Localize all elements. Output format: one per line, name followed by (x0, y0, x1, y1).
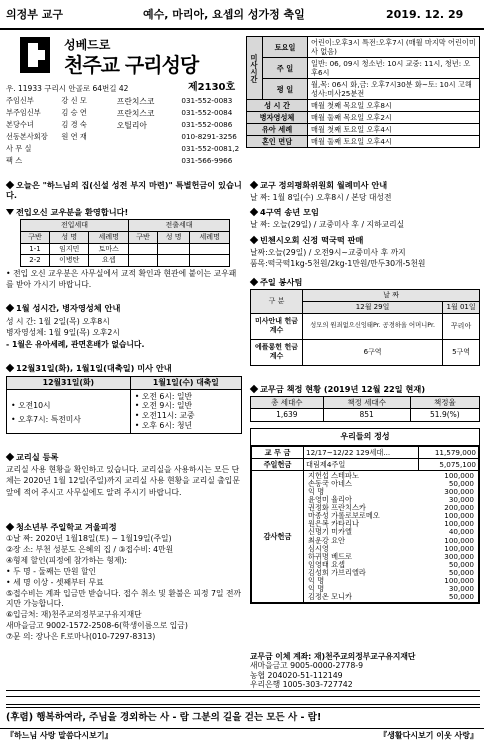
first-friday-body (6, 316, 242, 350)
mass-line: • 오전 9시: 일반 (134, 401, 193, 411)
pledge-table (250, 396, 480, 422)
donor-name: 익 명 (308, 575, 325, 585)
donor-name: 지헌섭 스테파노 (308, 471, 359, 480)
cell: 교 무 금 (252, 447, 304, 459)
diamond-bullet-icon (6, 364, 14, 372)
donor-amount: 30,000 (448, 583, 474, 593)
mass-line: • 오전10시 (11, 401, 51, 411)
welcome-note: • 전입 오신 교우분은 사무실에서 교적 확인과 현관에 붙이는 교우패를 받아 가시기 바랍니다. (6, 269, 237, 290)
line: 날짜:오늘(29일) / 오전9시~교중미사 후 까지 (250, 248, 406, 257)
footer-left: 『하느님 사랑 말씀다시보기』 (6, 731, 113, 740)
donor-amount: 50,000 (448, 479, 474, 489)
line: ④형제 할인(피정에 참가하는 형제): (6, 555, 128, 565)
triangle-bullet-icon (6, 209, 14, 215)
retreat-body (6, 534, 242, 643)
donor-name: 익 명 (308, 487, 325, 497)
service-team-table (250, 289, 480, 366)
staff-patron (117, 132, 182, 144)
sched-extra-key: 병자영성체 (247, 112, 308, 124)
donor-name: 윤영미 율리아 (308, 495, 352, 505)
col-sub: 세례명 (190, 231, 230, 243)
line: ①날 짜: 2020년 1월18일(토) ~ 1월19일(주일) (6, 534, 172, 543)
staff-tel: 031-552-0086 (181, 120, 233, 129)
staff-role: 팩 스 (6, 156, 23, 165)
welcome-heading (6, 207, 242, 217)
col-sub: 구반 (21, 231, 50, 243)
welcome-table (20, 219, 230, 267)
schedule-side-label: 미사시간 (247, 37, 263, 100)
sched-value: 월,목: 06시 화,금: 오후7시30분 화~토: 10시 고해성사:미사25분전 (308, 79, 480, 100)
mass-schedule-table (246, 36, 480, 148)
diamond-bullet-icon (250, 278, 258, 286)
first-heading-text: 1월 성시간, 병자영성체 안내 (16, 303, 121, 313)
cell: 요셉 (89, 255, 129, 267)
donor-amount: 300,000 (444, 551, 474, 561)
donor-amount: 100,000 (444, 575, 474, 585)
staff-patron (117, 156, 182, 168)
donations-box (250, 428, 480, 604)
special-collection-notice (6, 180, 242, 201)
cell: 성모의 원죄없으신잉태Pr. 공경하올 어머니Pr. (303, 313, 443, 339)
new-year-mass-table (6, 376, 242, 434)
thanks-list (304, 471, 479, 603)
cell: 6구역 (303, 339, 443, 365)
classroom-body: 교리실 사용 현황을 확인하고 있습니다. 교리실을 사용하시는 모든 단체는 2020년 1월 12일(주일)까지 교리실 사용 현황을 교리실 출입문 앞에 적어 주시고 사무실에도 알려 주시기 바랍니다. (6, 465, 240, 497)
table-row (251, 313, 480, 339)
table-row (251, 409, 480, 421)
top-banner (0, 0, 484, 30)
r1-heading-text: 교구 정의평화위원회 월례미사 안내 (260, 180, 388, 190)
sched-extra-value: 매월 첫째 목요일 오후8시 (308, 100, 480, 112)
line: 성 시 간: 1월 2일(목) 오후8시 (6, 317, 110, 326)
staff-row (6, 144, 246, 156)
staff-row (6, 156, 246, 168)
col-header: 총 세대수 (251, 397, 324, 409)
line: ⑤접수비는 계좌 입금만 받습니다. 접수 취소 및 환불은 피정 7일 전까지만 가능합니다. (6, 588, 242, 609)
issue-date: 2019. 12. 29 (386, 8, 464, 21)
donor-amount: 30,000 (448, 495, 474, 505)
staff-tel: 010-8291-3256 (181, 132, 237, 141)
diocese-label: 의정부 교구 (6, 8, 63, 21)
donor-amount: 100,000 (444, 511, 474, 521)
retreat-heading-text: 청소년부 주일학교 겨울피정 (16, 522, 117, 532)
staff-name: 강 신 모 (61, 96, 87, 105)
justice-mass-heading (250, 180, 480, 190)
staff-name: 김 승 연 (61, 108, 87, 117)
col-sub: 성 명 (157, 231, 189, 243)
first-friday-heading (6, 303, 242, 313)
diamond-bullet-icon (250, 208, 258, 216)
col-header: 날 짜 (303, 290, 480, 302)
diamond-bullet-icon (250, 236, 258, 244)
col-sub: 세례명 (89, 231, 129, 243)
staff-role: 사 무 실 (6, 144, 32, 153)
music-staff-icon (6, 690, 480, 708)
line: ⑥입금처: 재)천주교의정부교구유지재단 (6, 610, 142, 620)
sched-extra-key: 혼인 면담 (247, 136, 308, 148)
cell: 1,639 (251, 409, 324, 421)
staff-role: 주임신부 (6, 96, 34, 105)
sched-extra-key: 성 시 간 (247, 100, 308, 112)
donor-name: 익 명 (308, 583, 325, 593)
donor-name: 마종성 가롤로보로메오 (308, 511, 380, 521)
col-move-in: 전입세대 (21, 220, 129, 232)
col-date: 12월 29일 (303, 301, 443, 313)
table-row (252, 471, 479, 603)
sched-key: 평 일 (263, 79, 308, 100)
issue-number: 제2130호 (188, 82, 236, 93)
staff-row (6, 96, 246, 108)
staff-name (61, 156, 116, 168)
new-year-mass-heading (6, 363, 242, 373)
staff-tel: 031-552-0084 (181, 108, 233, 117)
cell: 51.9(%) (410, 409, 479, 421)
line: ②장 소: 부천 성분도 은혜의 집 / ③접수비: 4만원 (6, 544, 174, 554)
donor-name: 권정화 프란치스카 (308, 503, 366, 513)
parish-address: 우. 11933 구리시 안골로 64번길 42 (6, 84, 129, 93)
donor-name: 원은복 카타리나 (308, 519, 359, 529)
sched-value: 일반: 06, 09시 청소년: 10시 교중: 11시, 청년: 오후6시 (308, 58, 480, 79)
cell: 12/17~12/22 129세대... (304, 447, 419, 459)
staff-patron: 프란치스코 (116, 97, 155, 106)
cell: 2-2 (21, 255, 50, 267)
staff-name (61, 144, 116, 156)
sched-value: 어린이:오후3시 특전:오후7시 (매월 마지막 어린이미사 없음) (308, 37, 480, 58)
staff-row (6, 132, 246, 144)
table-row (251, 339, 480, 365)
table-row (21, 255, 230, 267)
donor-name: 김정온 모니카 (308, 591, 352, 601)
mass-heading-text: 12월31일(화), 1월1일(대축일) 미사 안내 (16, 363, 172, 373)
r3-heading-text: 빈첸시오회 신정 떡국떡 판매 (260, 235, 364, 245)
donor-name: 최운강 요안 (308, 535, 346, 545)
justice-mass-body: 날 짜: 1월 8일(수) 오후8시 / 본당 대성전 (250, 193, 392, 202)
cell: 꾸리아 (443, 313, 480, 339)
classroom-heading (6, 452, 242, 462)
mass-line: • 오후 6시: 청년 (134, 420, 193, 430)
diamond-bullet-icon (250, 181, 258, 189)
line: 품목:떡국떡1kg-5천원/2kg-1만원/만두30개-5천원 (250, 259, 426, 269)
line: • 두 명 - 둘째는 만원 할인 (6, 566, 97, 576)
staff-tel: 031-552-0083 (181, 96, 233, 105)
sched-extra-value: 매월 둘째 목요일 오후2시 (308, 112, 480, 124)
cell: 미사안내 헌금계수 (251, 313, 303, 339)
footer-right: 『생활다시보기 이웃 사랑』 (379, 731, 478, 740)
rice-cake-sale-body (250, 247, 480, 270)
col-header: 1월1일(수) 대축일 (130, 377, 241, 390)
line: - 1월은 유아세례, 관면혼배가 없습니다. (6, 339, 145, 349)
cell: 5구역 (443, 339, 480, 365)
cell: 5,075,100 (419, 459, 479, 471)
dec31-masses (7, 389, 131, 433)
diamond-bullet-icon (6, 523, 14, 531)
donor-amount: 300,000 (444, 487, 474, 497)
rice-cake-sale-heading (250, 235, 480, 245)
table-row (21, 243, 230, 255)
staff-role: 부주임신부 (6, 108, 41, 117)
sched-extra-value: 매월 첫째 토요일 오후4시 (308, 124, 480, 136)
feast-title: 예수, 마리아, 요셉의 성가정 축일 (143, 8, 305, 21)
staff-name: 원 연 재 (61, 132, 87, 141)
donor-amount: 100,000 (444, 519, 474, 529)
donor-amount: 50,000 (448, 567, 474, 577)
sched-extra-value: 매월 둘째 토요일 오후4시 (308, 136, 480, 148)
staff-patron (117, 144, 182, 156)
donor-amount: 100,000 (444, 543, 474, 553)
diamond-bullet-icon (6, 453, 14, 461)
service-team-heading (250, 277, 480, 287)
cell: 이병탄 (49, 255, 89, 267)
cell: 11,579,000 (419, 447, 479, 459)
account-line: 농협 204020-51-112149 (250, 670, 343, 680)
pledge-heading (250, 384, 480, 394)
cell: 주일헌금 (252, 459, 304, 471)
donor-amount: 100,000 (444, 471, 474, 480)
donations-title: 우리들의 정성 (251, 429, 479, 446)
col-header: 12월31일(화) (7, 377, 131, 390)
cell: 851 (323, 409, 410, 421)
district-meeting-heading (250, 207, 480, 217)
col-header: 책정 세대수 (323, 397, 410, 409)
cell: 임지민 (49, 243, 89, 255)
cell: 에플롱헌 헌금계수 (251, 339, 303, 365)
staff-row (6, 108, 246, 120)
donor-name: 손동국 아네스 (308, 479, 352, 489)
jan1-masses (130, 389, 241, 433)
diamond-bullet-icon (6, 304, 14, 312)
col-move-out: 전출세대 (129, 220, 230, 232)
cell: 대림제4주일 (304, 459, 419, 471)
diamond-bullet-icon (250, 385, 258, 393)
donor-amount: 50,000 (448, 591, 474, 601)
sched-key: 주 일 (263, 58, 308, 79)
staff-row (6, 120, 246, 132)
staff-role: 선동본사회장 (6, 132, 48, 141)
r2-heading-text: 4구역 송년 모임 (260, 207, 319, 217)
account-heading: 교무금 이체 계좌: 재)천주교의정부교구유지재단 (250, 652, 416, 661)
staff-patron: 프란치스코 (116, 109, 155, 118)
staff-list (6, 96, 246, 168)
table-row (252, 459, 479, 471)
col-date: 1월 01일 (443, 301, 480, 313)
account-line: 새마을금고 9005-0000-2778-9 (250, 661, 364, 671)
line: • 세 명 이상 - 셋째부터 무료 (6, 577, 104, 587)
donor-name: 신명기 미카엘 (308, 527, 352, 537)
thanks-item (308, 593, 474, 601)
donor-amount: 100,000 (444, 535, 474, 545)
footer (0, 728, 484, 742)
parish-logo-icon (20, 37, 50, 73)
cell: 1-1 (21, 243, 50, 255)
sched-extra-key: 유아 세례 (247, 124, 308, 136)
donor-name: 하귀명 베드로 (308, 551, 352, 561)
col-header: 구 분 (251, 290, 303, 314)
donor-name: 김성희 가브리엘라 (308, 567, 366, 577)
special-collection-text: 오늘은 "하느님의 집(신설 성전 부지 마련)" 특별헌금이 있습니다. (6, 180, 242, 201)
staff-name: 김 경 숙 (61, 120, 87, 129)
cell: 토마스 (89, 243, 129, 255)
donor-amount: 40,000 (448, 527, 474, 537)
staff-tel: 031-552-0081,2 (181, 144, 240, 153)
donor-amount: 200,000 (444, 503, 474, 513)
donor-name: 심시영 (308, 543, 329, 553)
staff-role: 본당수녀 (6, 120, 34, 129)
col-header: 책정율 (410, 397, 479, 409)
thanks-label: 감사헌금 (252, 471, 304, 603)
mass-line: • 오전11시: 교중 (134, 411, 195, 421)
donations-table (251, 446, 479, 603)
sched-key: 토요일 (263, 37, 308, 58)
account-info (250, 652, 480, 689)
classroom-heading-text: 교리실 등록 (16, 452, 59, 462)
donor-name: 임영태 요셉 (308, 559, 346, 569)
refrain-text: (후렴) 행복하여라, 주님을 경외하는 사 - 람 그분의 길을 걷는 모든 사 - 람! (6, 712, 322, 723)
diamond-bullet-icon (6, 181, 14, 189)
account-line: 우리은행 1005-303-727742 (250, 680, 353, 690)
line: 새마을금고 9002-1572-2508-6(학생이름으로 입금) (6, 621, 188, 631)
donor-amount: 50,000 (448, 559, 474, 569)
district-meeting-body: 날 짜: 오늘(29일) / 교중미사 후 / 지하교리실 (250, 220, 405, 229)
staff-patron: 오틸리아 (116, 121, 147, 130)
retreat-heading (6, 522, 242, 532)
mass-line: • 오후7시: 특전미사 (11, 415, 81, 425)
r5-heading-text: 교무금 책정 현황 (2019년 12월 22일 현재) (260, 384, 426, 394)
parish-patron: 성베드로 (64, 38, 111, 52)
col-sub: 성 명 (49, 231, 89, 243)
line: ⑦문 의: 장나은 F.로마나(010-7297-8313) (6, 632, 156, 642)
welcome-heading-text: 전입오신 교우분을 환영합니다! (16, 207, 129, 217)
parish-name: 천주교 구리성당 (64, 53, 199, 77)
staff-tel: 031-566-9966 (181, 156, 233, 165)
table-row (252, 447, 479, 459)
mass-line: • 오전 6시: 일반 (134, 391, 193, 401)
r4-heading-text: 주일 봉사팀 (260, 277, 303, 287)
line: 병자영성체: 1월 9일(목) 오후2시 (6, 328, 120, 338)
col-sub: 구반 (129, 231, 158, 243)
